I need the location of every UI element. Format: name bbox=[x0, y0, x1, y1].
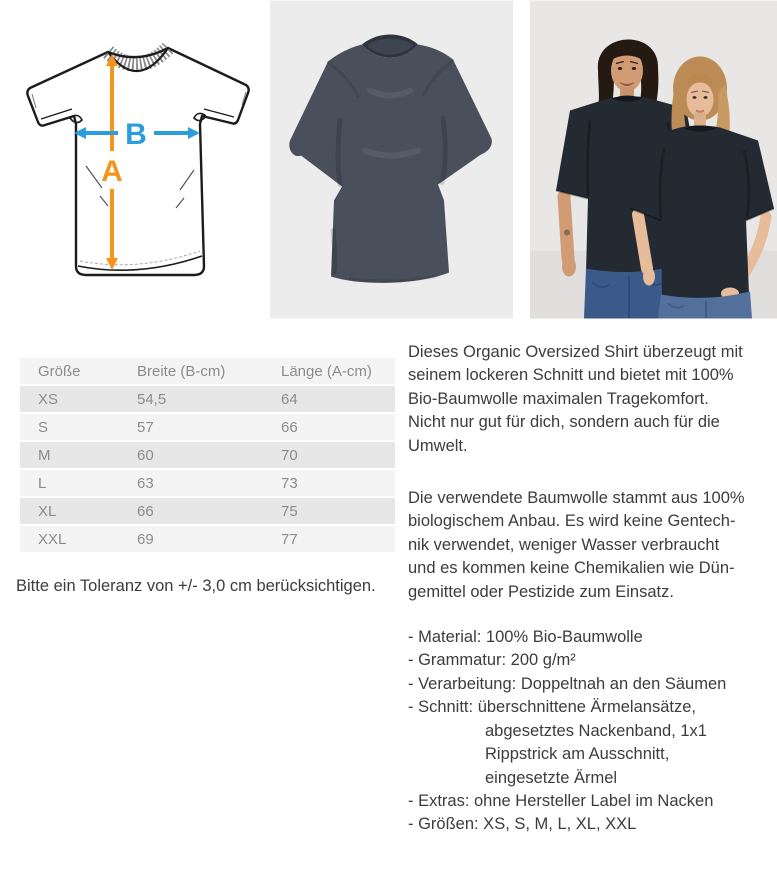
description-paragraph-1: Dieses Organic Oversized Shirt überzeugt mit seinem lockeren Schnitt und bietet mit 100% Bio-Baumwolle maximalen Tragekomfort. Nicht nur gut für dich, sondern auch für die Umwelt. bbox=[408, 343, 743, 455]
size-table-header-row bbox=[20, 358, 395, 384]
tshirt-measurement-illustration bbox=[8, 4, 258, 314]
spec-schnitt: - Schnitt: überschnittene Ärmelansätze, bbox=[408, 698, 696, 717]
size-table bbox=[20, 358, 395, 554]
col-header-size: Größe bbox=[38, 362, 81, 380]
description-paragraph-2: Die verwendete Baumwolle stammt aus 100% biologischem Anbau. Es wird keine Gentech- nik verwendet, weniger Wasser verbraucht und es kommen keine Chemikalien wie Dün- gemittel oder Pestizide zum Einsatz. bbox=[408, 489, 745, 601]
table-row-l: L 63 73 bbox=[20, 470, 395, 496]
spec-list: - Material: 100% Bio-Baumwolle - Grammatur: 200 g/m² - Verarbeitung: Doppeltnah an den Säumen - Schnitt: überschnittene Ärmelansätze, abgesetztes Nackenband, 1x1 Rippstrick am Ausschnitt, eingesetzte Ärmel - Extras: ohne Hersteller Label im Nacken - Größen: XS, S, M, L, XL, XXL bbox=[408, 626, 776, 837]
spec-verarbeitung: - Verarbeitung: Doppeltnah an den Säumen bbox=[408, 674, 727, 693]
col-header-length: Länge (A-cm) bbox=[281, 362, 372, 380]
tolerance-note: Bitte ein Toleranz von +/- 3,0 cm berücksichtigen. bbox=[16, 577, 376, 595]
spec-grammatur: - Grammatur: 200 g/m² bbox=[408, 651, 576, 670]
models-illustration bbox=[530, 0, 777, 319]
table-row-xxl: XXL 69 77 bbox=[20, 526, 395, 552]
col-header-width: Breite (B-cm) bbox=[137, 362, 226, 380]
flat-lay-shirt-illustration bbox=[270, 0, 513, 319]
measurement-label-a: A bbox=[101, 155, 123, 188]
product-photo-flat[interactable] bbox=[270, 0, 513, 319]
product-description bbox=[408, 341, 776, 837]
table-row-s: S 57 66 bbox=[20, 414, 395, 440]
table-row-xs: XS 54,5 64 bbox=[20, 386, 395, 412]
table-row-xl: XL 66 75 bbox=[20, 498, 395, 524]
spec-groessen: - Größen: XS, S, M, L, XL, XXL bbox=[408, 815, 637, 834]
size-measurement-diagram[interactable] bbox=[8, 4, 258, 314]
measurement-label-b: B bbox=[125, 118, 147, 151]
spec-extras: - Extras: ohne Hersteller Label im Nacken bbox=[408, 791, 714, 810]
spec-material: - Material: 100% Bio-Baumwolle bbox=[408, 628, 643, 647]
table-row-m: M 60 70 bbox=[20, 442, 395, 468]
product-photo-models[interactable] bbox=[530, 0, 777, 319]
